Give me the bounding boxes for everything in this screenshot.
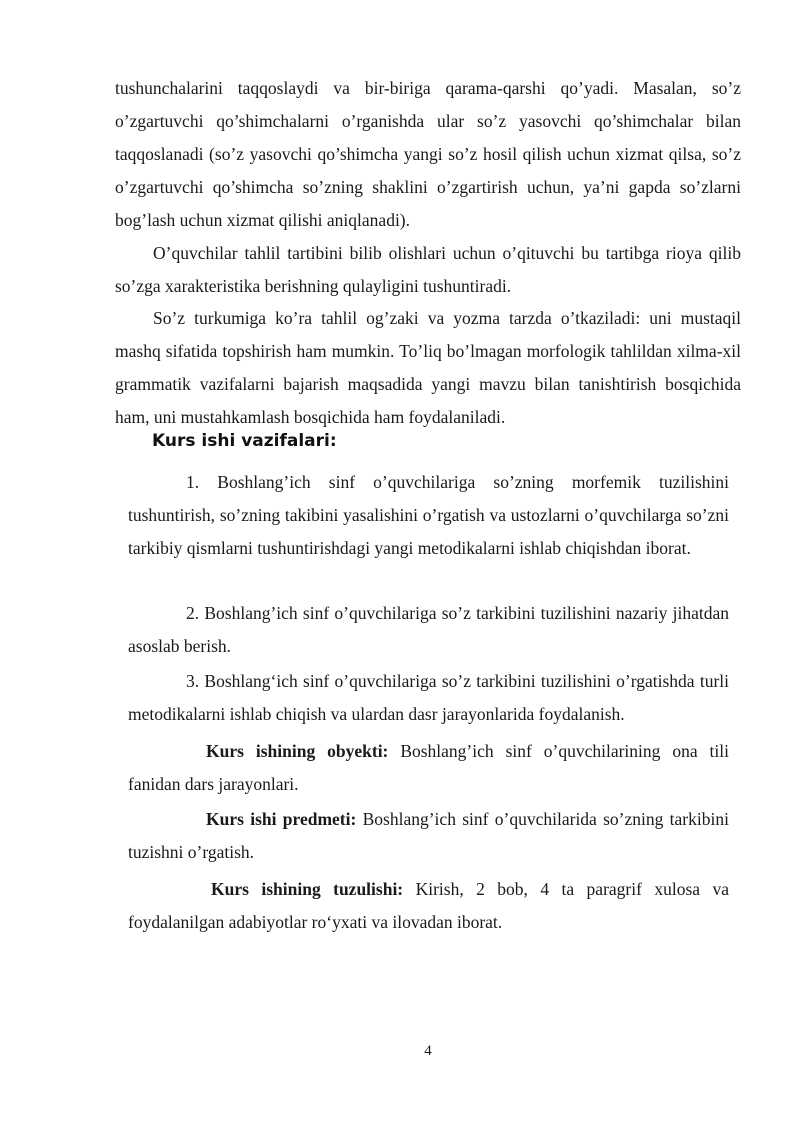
paragraph-analysis-order: O’quvchilar tahlil tartibini bilib olishlari uchun o’qituvchi bu tartibga rioya qilib so’zga xarakteristika berishning qulayligini tushuntiradi.	[115, 243, 741, 296]
course-structure	[128, 873, 729, 939]
tasks-heading: Kurs ishi vazifalari:	[152, 431, 337, 451]
task-item-3: 3. Boshlang‘ich sinf o’quvchilariga so’z tarkibini tuzilishini o’rgatishda turli metodikalarni ishlab chiqish va ulardan dasr jarayonlarida foydalanish.	[128, 671, 729, 724]
course-subject-label: Kurs ishi predmeti:	[206, 809, 357, 829]
course-subject-text: Boshlang’ich sinf o’quvchilarida so’zning tarkibini tuzishni o’rgatish.	[128, 809, 729, 862]
course-subject	[128, 803, 729, 869]
course-object-text: Boshlang’ich sinf o’quvchilarining ona tili fanidan dars jarayonlari.	[128, 741, 729, 794]
paragraph-morphological-analysis: So’z turkumiga ko’ra tahlil og’zaki va yozma tarzda o’tkaziladi: uni mustaqil mashq sifatida topshirish ham mumkin. To’liq bo’lmagan morfologik tahlildan xilma-xil grammatik vazifalarni bajarish maqsadida yangi mavzu bilan tanishtirish bosqichida ham, uni mustahkamlash bosqichida ham foydalaniladi.	[115, 308, 741, 427]
task-item-1: 1. Boshlang’ich sinf o’quvchilariga so’zning morfemik tuzilishini tushuntirish, so’zning takibini yasalishini o’rgatish va ustozlarni o’quvchilarga so’zni tarkibiy qismlarni tushuntirishdagi yangi metodikalarni ishlab chiqishdan iborat.	[128, 472, 729, 558]
course-object-label: Kurs ishining obyekti:	[206, 741, 389, 761]
paragraph-comparison: tushunchalarini taqqoslaydi va bir-biriga qarama-qarshi qo’yadi. Masalan, so’z o’zgartuvchi qo’shimchalarni o’rganishda ular so’z yasovchi qo’shimchalar bilan taqqoslanadi (so’z yasovchi qo’shimcha yangi so’z hosil qilish uchun xizmat qilsa, so’z o’zgartuvchi qo’shimcha so’zning shaklini o’zgartirish uchun, ya’ni gapda so’zlarni bog’lash uchun xizmat qilishi aniqlanadi).	[115, 78, 741, 230]
task-item-2: 2. Boshlang’ich sinf o’quvchilariga so’z tarkibini tuzilishini nazariy jihatdan asoslab berish.	[128, 603, 729, 656]
course-object	[128, 735, 729, 801]
page-number: 4	[424, 1043, 432, 1059]
course-structure-text: Kirish, 2 bob, 4 ta paragrif xulosa va foydalanilgan adabiyotlar ro‘yxati va ilovadan iborat.	[128, 879, 729, 932]
course-structure-label: Kurs ishining tuzulishi:	[211, 879, 404, 899]
